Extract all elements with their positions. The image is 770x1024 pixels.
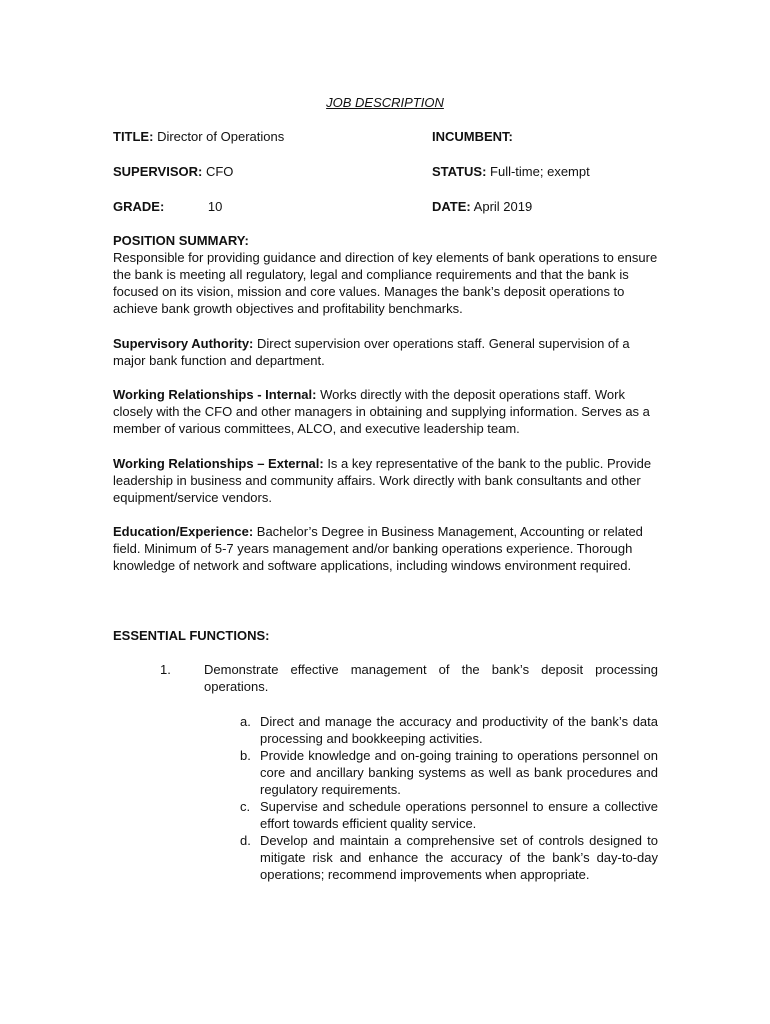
incumbent-field	[432, 128, 513, 145]
working-external-section	[113, 455, 658, 506]
essential-functions-heading: ESSENTIAL FUNCTIONS:	[113, 628, 270, 643]
date-field	[432, 198, 532, 215]
supervisor-label: SUPERVISOR:	[113, 164, 203, 179]
working-internal-text: Works directly with the deposit operations staff. Work closely with the CFO and other managers in obtaining and supplying information. Serves as a member of various committees, ALCO, and executive leadership team.	[113, 387, 650, 436]
supervisor-field	[113, 163, 233, 180]
document-title: JOB DESCRIPTION	[326, 95, 444, 110]
education-section	[113, 523, 658, 574]
position-summary-text: Responsible for providing guidance and direction of key elements of bank operations to ensure the bank is meeting all regulatory, legal and compliance requirements and that the bank is focused on its vision, mission and core values. Manages the bank’s deposit operations to achieve bank growth objectives and profitability benchmarks.	[113, 250, 658, 316]
list-item	[240, 832, 658, 883]
grade-field	[113, 198, 222, 215]
date-value: April 2019	[473, 199, 533, 214]
list-item	[240, 713, 658, 747]
working-external-text: Is a key representative of the bank to the public. Provide leadership in business and community affairs. Work directly with bank consultants and other equipment/service vendors.	[113, 456, 652, 505]
working-external-label: Working Relationships – External:	[113, 456, 324, 471]
list-item-letter: d.	[240, 833, 251, 848]
working-internal-section	[113, 386, 658, 437]
date-label: DATE:	[432, 199, 471, 214]
title-field	[113, 128, 284, 145]
list-item-text: Supervise and schedule operations personnel to ensure a collective effort towards efficient quality service.	[260, 799, 658, 831]
list-item-letter: a.	[240, 714, 251, 729]
status-value: Full-time; exempt	[490, 164, 590, 179]
list-item-text: Direct and manage the accuracy and productivity of the bank’s data processing and bookkeeping activities.	[260, 714, 658, 746]
supervisory-authority-label: Supervisory Authority:	[113, 336, 254, 351]
list-item-letter: b.	[240, 748, 251, 763]
list-item-text: Provide knowledge and on-going training to operations personnel on core and ancillary banking systems as well as bank procedures and regulatory requirements.	[260, 748, 658, 797]
supervisory-authority-text: Direct supervision over operations staff. General supervision of a major bank function and department.	[113, 336, 630, 368]
grade-value: 10	[207, 199, 223, 214]
list-item-letter: c.	[240, 799, 251, 814]
list-item	[240, 747, 658, 798]
supervisory-authority-section	[113, 335, 658, 369]
position-summary-heading: POSITION SUMMARY:	[113, 233, 249, 248]
incumbent-label: INCUMBENT:	[432, 129, 513, 144]
working-internal-label: Working Relationships - Internal:	[113, 387, 317, 402]
function-number: 1.	[160, 662, 171, 677]
function-sub-list	[240, 713, 658, 883]
education-text: Bachelor’s Degree in Business Management, Accounting or related field. Minimum of 5-7 years management and/or banking operations experience. Thorough knowledge of network and software applications, including windows environment required.	[113, 524, 643, 573]
education-label: Education/Experience:	[113, 524, 254, 539]
title-label: TITLE:	[113, 129, 154, 144]
list-item	[240, 798, 658, 832]
status-field	[432, 163, 590, 180]
status-label: STATUS:	[432, 164, 487, 179]
supervisor-value: CFO	[205, 164, 234, 179]
grade-label: GRADE:	[113, 199, 165, 214]
function-text: Demonstrate effective management of the bank’s deposit processing operations.	[204, 662, 658, 694]
list-item-text: Develop and maintain a comprehensive set of controls designed to mitigate risk and enhance the accuracy of the bank’s day-to-day operations; recommend improvements when appropriate.	[260, 833, 658, 882]
title-value: Director of Operations	[157, 129, 285, 144]
position-summary-section	[113, 232, 658, 317]
